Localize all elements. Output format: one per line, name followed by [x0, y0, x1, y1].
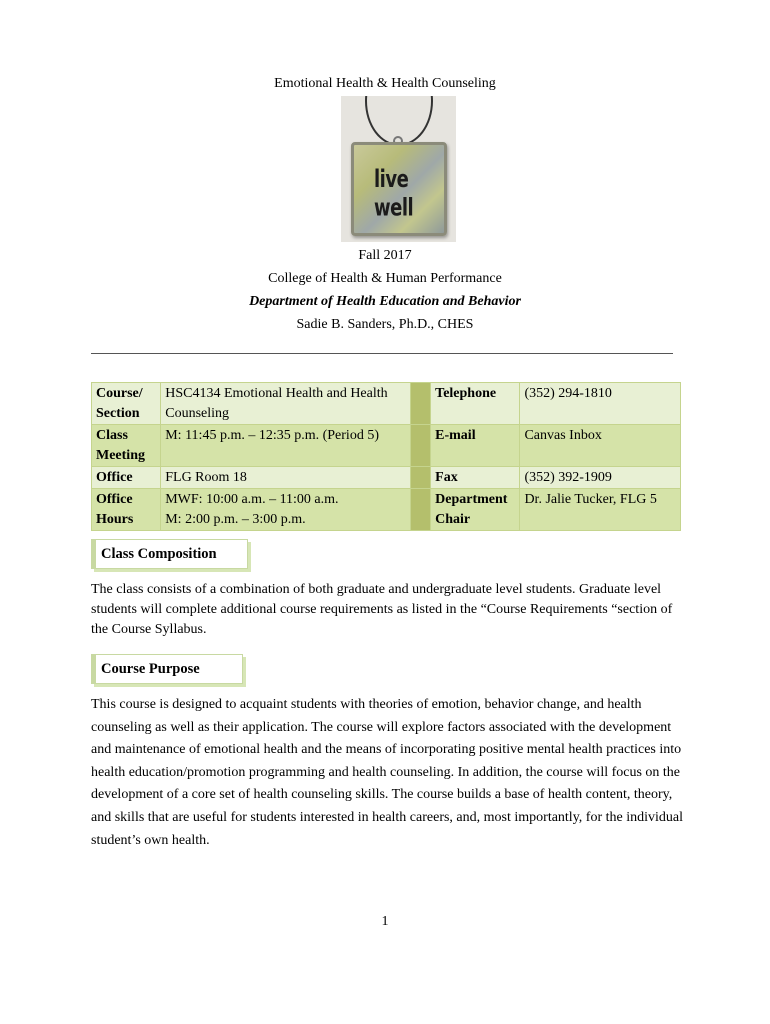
- live-well-pendant-image: [341, 96, 456, 242]
- table-spacer: [411, 467, 431, 489]
- table-value: [161, 489, 411, 531]
- table-row: [92, 383, 681, 425]
- table-value: (352) 392-1909: [520, 467, 681, 489]
- class-composition-text: The class consists of a combination of both graduate and undergraduate level students. Graduate level students will complete additional course requirements as listed in the “Course Requirements “section of the Course Syllabus.: [91, 582, 673, 637]
- table-spacer: [411, 489, 431, 531]
- course-purpose-text: This course is designed to acquaint students with theories of emotion, behavior change, and health counseling as well as their application. The course will explore factors associated with the development and maintenance of emotional health and the means of incorporating positive mental health practices into health education/promotion programming and health counseling. In addition, the course will focus on the development of a core set of health counseling skills. The course builds a base of health content, theory, and skills that are useful for students interested in health careers, and, most importantly, for the individual student’s own health.: [91, 697, 683, 848]
- pendant-text: live well: [374, 165, 414, 223]
- horizontal-divider: [91, 353, 673, 354]
- table-value: FLG Room 18: [161, 467, 411, 489]
- document-title: Emotional Health & Health Counseling: [274, 76, 496, 91]
- header-info: [0, 244, 770, 336]
- instructor-name: Sadie B. Sanders, Ph.D., CHES: [296, 317, 474, 332]
- department-name: Department of Health Education and Behavior: [249, 294, 521, 309]
- table-label: E-mail: [431, 425, 520, 467]
- table-label: Course/ Section: [92, 383, 161, 425]
- pendant-tile: [351, 142, 447, 236]
- table-value: (352) 294-1810: [520, 383, 681, 425]
- table-label: Office Hours: [92, 489, 161, 531]
- table-row: [92, 489, 681, 531]
- college-name: College of Health & Human Performance: [268, 271, 502, 286]
- table-label: Telephone: [431, 383, 520, 425]
- table-spacer: [411, 383, 431, 425]
- table-value: Dr. Jalie Tucker, FLG 5: [520, 489, 681, 531]
- table-spacer: [411, 425, 431, 467]
- course-info-table: [91, 382, 681, 531]
- term: Fall 2017: [358, 248, 412, 263]
- class-composition-heading: Class Composition: [91, 539, 248, 569]
- table-value: Canvas Inbox: [520, 425, 681, 467]
- course-purpose-heading: Course Purpose: [91, 654, 243, 684]
- office-hours-line: M: 2:00 p.m. – 3:00 p.m.: [165, 512, 306, 527]
- table-row: [92, 467, 681, 489]
- table-label: Department Chair: [431, 489, 520, 531]
- page-number: 1: [381, 914, 389, 929]
- table-label: Fax: [431, 467, 520, 489]
- table-value: HSC4134 Emotional Health and Health Counseling: [161, 383, 411, 425]
- table-row: [92, 425, 681, 467]
- table-label: Class Meeting: [92, 425, 161, 467]
- office-hours-line: MWF: 10:00 a.m. – 11:00 a.m.: [165, 492, 339, 507]
- table-label: Office: [92, 467, 161, 489]
- table-value: M: 11:45 p.m. – 12:35 p.m. (Period 5): [161, 425, 411, 467]
